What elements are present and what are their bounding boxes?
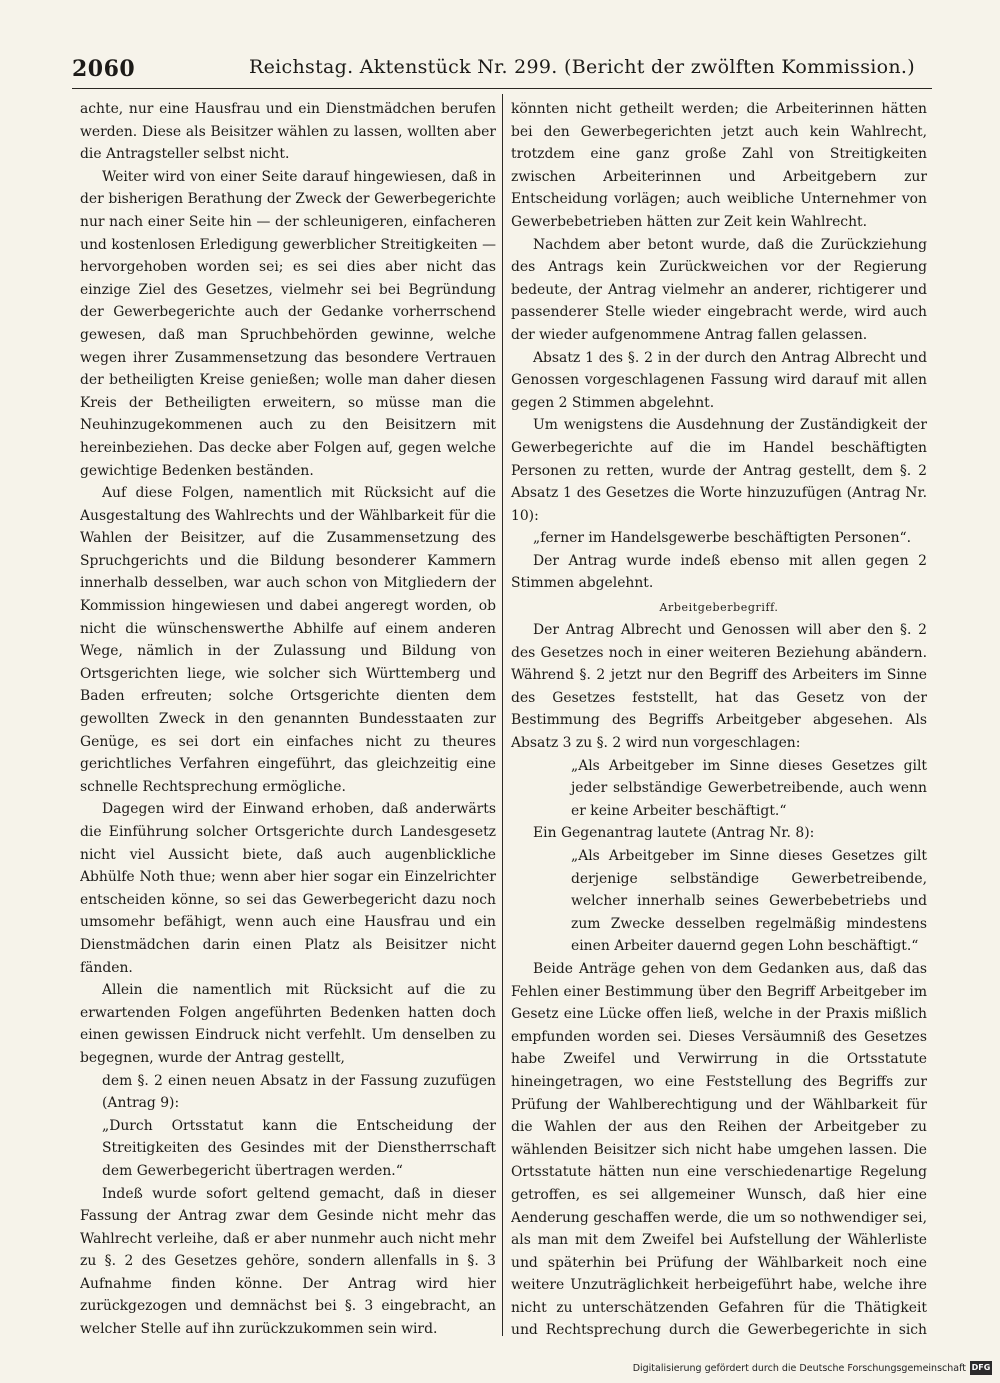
right-column: [511, 98, 927, 1338]
paragraph: Dagegen wird der Einwand erhoben, daß anderwärts die Einführung solcher Ortsgerichte durch Landesgesetz nicht viel Aussicht biete, daß auch augenblickliche Abhülfe Noth thue; wenn aber hier sogar ein Einzelrichter entscheiden könne, so sei das Gewerbegericht dazu noch umsomehr befähigt, wenn auch eine Hausfrau und ein Dienstmädchen darin einen Platz als Beisitzer nicht fänden.: [80, 801, 496, 976]
paragraph: Nachdem aber betont wurde, daß die Zurückziehung des Antrags kein Zurückweichen vor der Regierung bedeute, der Antrag vielmehr an anderer, richtigerer und passenderer Stelle wieder eingebracht werde, wird auch der wieder aufgenommene Antrag fallen gelassen.: [511, 236, 927, 343]
paragraph: Ein Gegenantrag lautete (Antrag Nr. 8):: [533, 825, 815, 842]
dfg-logo-icon: DFG: [970, 1361, 992, 1375]
left-column: [80, 98, 496, 1338]
section-heading: Arbeitgeberbegriff.: [659, 601, 779, 615]
paragraph: dem §. 2 einen neuen Absatz in der Fassung zuzufügen (Antrag 9):: [102, 1072, 496, 1112]
column-separator: [502, 94, 503, 1336]
paragraph: Der Antrag Albrecht und Genossen will aber den §. 2 des Gesetzes noch in einer weiteren Beziehung abändern. Während §. 2 jetzt nur den Begriff des Arbeiters im Sinne des Gesetzes feststellt, hat das Gesetz von der Bestimmung des Begriffs Arbeitgeber abgesehen. Als Absatz 3 zu §. 2 wird nun vorgeschlagen:: [511, 622, 927, 752]
running-title: Reichstag. Aktenstück Nr. 299. (Bericht der zwölften Kommission.): [249, 56, 915, 78]
paragraph: Um wenigstens die Ausdehnung der Zuständigkeit der Gewerbegerichte auf die im Handel beschäftigten Personen zu retten, wurde der Antrag gestellt, dem §. 2 Absatz 1 des Gesetzes die Worte hinzuzufügen (Antrag Nr. 10):: [511, 417, 927, 524]
paragraph: Beide Anträge gehen von dem Gedanken aus, daß das Fehlen einer Bestimmung über den Begriff Arbeitgeber im Gesetz eine Lücke offen ließ, welche in der Praxis mißlich empfunden worden sei. Dieses Versäumniß des Gesetzes habe Zweifel und Verwirrung in die Ortsstatute hineingetragen, wo eine Feststellung des Begriffs zur Prüfung der Wahlberechtigung und der Wählbarkeit für die Wahlen der aus den Reihen der Arbeitgeber zu wählenden Beisitzer sich nicht habe umgehen lassen. Die Ortsstatute hätten nun eine verschiedenartige Regelung getroffen, es sei allgemeiner Wunsch, daß hier eine Aenderung geschaffen werde, die um so nothwendiger sei, als man mit dem Zweifel bei Aufstellung der Wählerliste und späterhin bei Prüfung der Wählbarkeit noch eine weitere Unzuträglichkeit herbeigeführt habe, welche ihre nicht zu unterschätzenden Gefahren für die Thätigkeit und Rechtsprechung durch die Gewerbegerichte in sich: [511, 960, 927, 1338]
paragraph: Absatz 1 des §. 2 in der durch den Antrag Albrecht und Genossen vorgeschlagenen Fassung wird darauf mit allen gegen 2 Stimmen abgelehnt.: [511, 349, 927, 411]
paragraph: achte, nur eine Hausfrau und ein Dienstmädchen berufen werden. Diese als Beisitzer wählen zu lassen, wollten aber die Antragsteller selbst nicht.: [80, 101, 496, 163]
paragraph: Allein die namentlich mit Rücksicht auf die zu erwartenden Folgen angeführten Bedenken hatten doch einen gewissen Eindruck nicht verfehlt. Um denselben zu begegnen, wurde der Antrag gestellt,: [80, 982, 496, 1066]
paragraph: „Durch Ortsstatut kann die Entscheidung der Streitigkeiten des Gesindes mit der Dienstherrschaft dem Gewerbegericht übertragen werden.“: [102, 1117, 496, 1179]
paragraph: Auf diese Folgen, namentlich mit Rücksicht auf die Ausgestaltung des Wahlrechts und der Wählbarkeit für die Wahlen der Beisitzer, auf die Zusammensetzung des Spruchgerichts und die Bildung besonderer Kammern innerhalb desselben, war auch schon von Mitgliedern der Kommission hingewiesen und dabei angeregt worden, ob nicht die wünschenswerthe Abhilfe auf einem anderen Wege, nämlich in der Zulassung und Bildung von Ortsgerichten liege, wie solcher sich Württemberg und Baden erfreuten; solche Ortsgerichte dienten dem gewollten Zweck in den genannten Bundesstaaten zur Genüge, es sei dort ein einfaches nicht zu theures gerichtliches Verfahren eingeführt, das gleichzeitig eine schnelle Rechtsprechung ermögliche.: [80, 485, 496, 795]
page-number: 2060: [72, 56, 136, 82]
paragraph: „ferner im Handelsgewerbe beschäftigten Personen“.: [533, 530, 912, 547]
paragraph: „Als Arbeitgeber im Sinne dieses Gesetzes gilt jeder selbständige Gewerbetreibende, auch wenn er keine Arbeiter beschäftigt.“: [571, 757, 927, 819]
paragraph: „Als Arbeitgeber im Sinne dieses Gesetzes gilt derjenige selbständige Gewerbetreibende, welcher innerhalb seines Gewerbebetriebs und zum Zwecke desselben regelmäßig mindestens einen Arbeiter dauernd gegen Lohn beschäftigt.“: [571, 848, 927, 955]
paragraph: Indeß wurde sofort geltend gemacht, daß in dieser Fassung der Antrag zwar dem Gesinde nicht mehr das Wahlrecht verleihe, daß er aber nunmehr auch nicht mehr zu §. 2 des Gesetzes gehöre, sondern allenfalls in §. 3 Aufnahme finden könne. Der Antrag wird hier zurückgezogen und demnächst bei §. 3 eingebracht, an welcher Stelle auf ihn zurückzukommen sein wird.: [80, 1185, 496, 1338]
paragraph: Der Antrag wurde indeß ebenso mit allen gegen 2 Stimmen abgelehnt.: [511, 552, 927, 592]
digitization-credit: [633, 1361, 992, 1375]
credit-text: Digitalisierung gefördert durch die Deutsche Forschungsgemeinschaft: [632, 1362, 966, 1374]
page-header: [72, 56, 932, 86]
paragraph: Weiter wird von einer Seite darauf hingewiesen, daß in der bisherigen Berathung der Zweck der Gewerbegerichte nur nach einer Seite hin — der schleunigeren, einfacheren und kostenlosen Erledigung gewerblicher Streitigkeiten — hervorgehoben worden sei; es sei dies aber nicht das einzige Ziel des Gesetzes, vielmehr sei bei Begründung der Gewerbegerichte auch der Gedanke vorherrschend gewesen, daß man Spruchbehörden gewinne, welche wegen ihrer Zusammensetzung das besondere Vertrauen der betheiligten Kreise genießen; wolle man daher diesen Kreis der Betheiligten erweitern, so müsse man die Neuhinzugekommenen auch zu den Beisitzern mit hereinbeziehen. Das decke aber Folgen auf, gegen welche gewichtige Bedenken beständen.: [80, 168, 496, 479]
paragraph: könnten nicht getheilt werden; die Arbeiterinnen hätten bei den Gewerbegerichten jetzt auch kein Wahlrecht, trotzdem eine ganz große Zahl von Streitigkeiten zwischen Arbeiterinnen und Arbeitgebern zur Entscheidung vorlägen; auch weibliche Unternehmer von Gewerbebetrieben hätten zur Zeit kein Wahlrecht.: [511, 101, 927, 230]
header-rule: [72, 88, 932, 89]
